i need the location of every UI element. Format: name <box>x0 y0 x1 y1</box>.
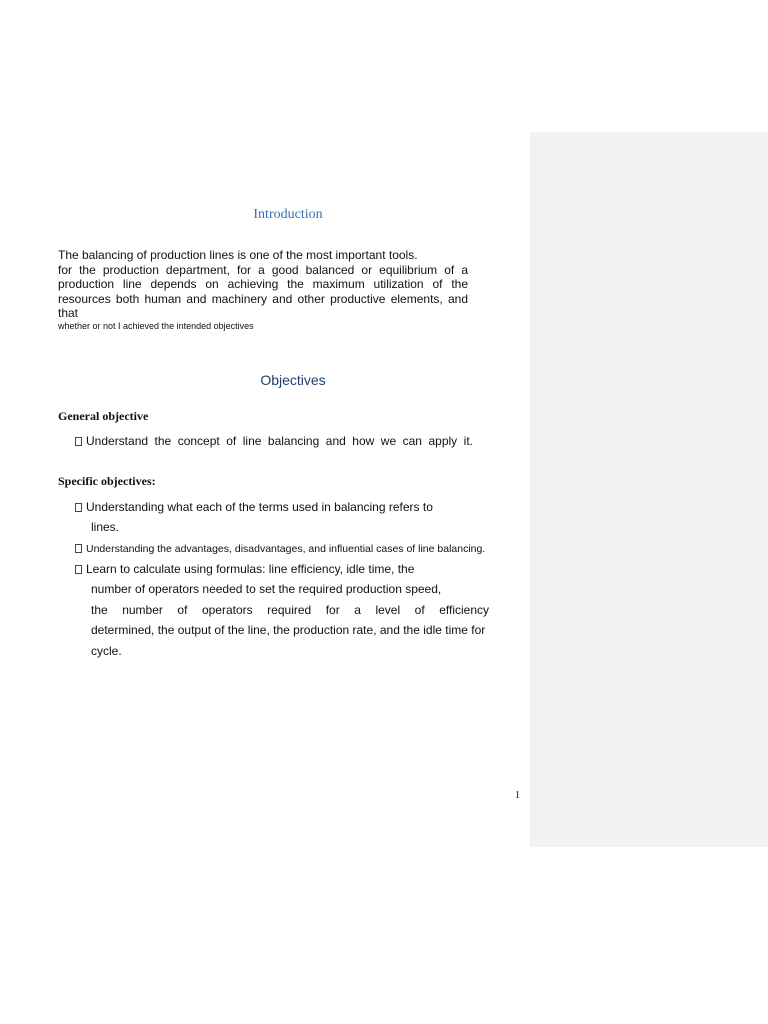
bullet-box-icon <box>75 565 82 574</box>
specific-objective-item <box>75 539 485 560</box>
page-number: 1 <box>515 790 520 801</box>
list-item-continuation: the number of operators required for a level of efficiency <box>91 603 489 617</box>
specific-objectives-heading: Specific objectives: <box>58 474 156 488</box>
bullet-box-icon <box>75 544 82 553</box>
objectives-heading: Objectives <box>260 372 326 388</box>
list-item-continuation: cycle. <box>91 644 122 658</box>
general-objective-heading: General objective <box>58 409 149 423</box>
comment-pane <box>530 132 768 847</box>
specific-objective-item <box>75 497 433 518</box>
list-item-text: Understanding what each of the terms used in balancing refers to <box>86 500 433 514</box>
general-objective-item <box>75 431 473 452</box>
list-item-continuation: lines. <box>91 520 120 534</box>
introduction-paragraph <box>58 248 468 332</box>
bullet-box-icon <box>75 503 82 512</box>
bullet-box-icon <box>75 437 82 446</box>
list-item-text: Understanding the advantages, disadvantages, and influential cases of line balancing. <box>86 543 486 555</box>
list-item-continuation: determined, the output of the line, the production rate, and the idle time for <box>91 623 486 637</box>
introduction-heading: Introduction <box>253 207 323 222</box>
list-item-text: Understand the concept of line balancing and how we can apply it. <box>86 434 473 448</box>
intro-line: production line depends on achieving the maximum utilization of the <box>58 277 468 291</box>
intro-line: whether or not I achieved the intended objectives <box>58 320 254 331</box>
intro-line: for the production department, for a good balanced or equilibrium of a <box>58 262 468 277</box>
intro-line: resources both human and machinery and other productive elements, and that <box>58 291 468 320</box>
list-item-continuation: number of operators needed to set the required production speed, <box>91 582 442 596</box>
list-item-text: Learn to calculate using formulas: line efficiency, idle time, the <box>86 562 415 576</box>
intro-line: The balancing of production lines is one of the most important tools. <box>58 248 418 262</box>
specific-objective-item <box>75 559 414 580</box>
